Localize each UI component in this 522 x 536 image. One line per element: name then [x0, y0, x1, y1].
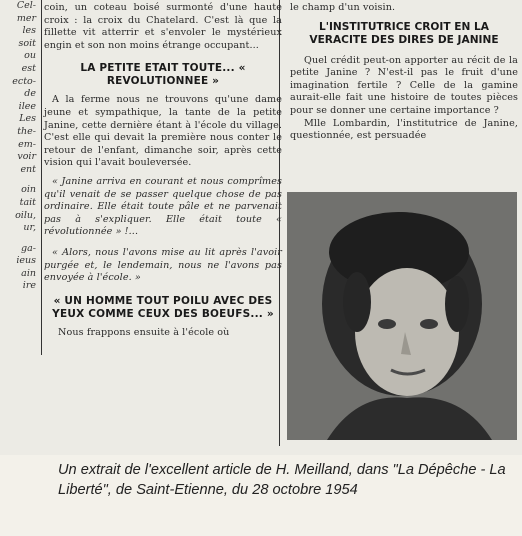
right-article-column: [290, 0, 518, 143]
heading-homme-poilu: « UN HOMME TOUT POILU AVEC DES YEUX COMME CEUX DES BOEUFS... »: [52, 294, 274, 320]
paragraph-credit: Quel crédit peut-on apporter au récit de la petite Janine ? N'est-il pas le fruit d'une imagination fertile ? Celle de la gamine aurait-elle fait une histoire de toutes pièces pour se donner une certaine importance ?: [290, 54, 518, 116]
edge-fragment: ire: [22, 280, 36, 292]
portrait-illustration: [287, 192, 517, 440]
edge-fragment: de: [24, 88, 36, 100]
edge-fragment: ain: [21, 267, 36, 279]
paragraph-ferme: A la ferme nous ne trouvons qu'une dame jeune et sympathique, la tante de la petite Janine, cette dernière étant à l'école du village. C'est elle qui devait la première nous conter le retour de l'enfant, dimanche soir, après cette vision qui l'avait bouleversée.: [44, 94, 282, 169]
edge-fragment: les: [22, 25, 36, 37]
edge-fragment: em-: [18, 138, 36, 150]
edge-fragment: oin: [21, 184, 36, 196]
cut-off-left-column: [0, 0, 40, 293]
edge-fragment: ecto-: [12, 75, 36, 87]
child-portrait-photo: [287, 192, 517, 440]
quote-mise-au-lit: « Alors, nous l'avons mise au lit après l'avoir purgée et, le lendemain, nous ne l'avons pas envoyée à l'école. »: [44, 246, 282, 284]
top-line: le champ d'un voisin.: [290, 2, 396, 13]
edge-fragment: Cel-: [16, 0, 36, 11]
edge-fragment: ieus: [16, 255, 36, 267]
edge-fragment: mer: [16, 12, 36, 24]
column-rule-left: [41, 0, 42, 355]
photo-caption: Un extrait de l'excellent article de H. Meilland, dans "La Dépêche - La Liberté", de Saint-Etienne, du 28 octobre 1954: [58, 462, 506, 498]
top-paragraph: coin, un coteau boisé surmonté d'une haute croix : la croix du Chatelard. C'est là que la fillette vit atterrir et s'envoler le mystérieux engin et son non moins étrange occupant...: [44, 2, 282, 51]
edge-fragment: oilu,: [15, 209, 36, 221]
quote-janine-arriva: « Janine arriva en courant et nous comprîmes qu'il venait de se passer quelque chose de pas ordinaire. Elle était toute pâle et ne parvenait pas à s'expliquer. Elle était toute « révolutionnée » !...: [44, 175, 282, 238]
edge-fragment: ou: [24, 50, 36, 62]
edge-fragment: ilee: [18, 100, 36, 112]
edge-fragment: the-: [17, 125, 36, 137]
edge-fragment: ga-: [21, 242, 36, 254]
edge-fragment: Les: [19, 113, 36, 125]
paragraph-lombardin: Mlle Lombardin, l'institutrice de Janine, questionnée, est persuadée: [290, 117, 518, 142]
heading-petite-revolutionnee: LA PETITE ETAIT TOUTE... « REVOLUTIONNEE »: [80, 62, 246, 88]
middle-article-column: [44, 0, 282, 339]
edge-fragment: ur,: [23, 222, 36, 234]
edge-fragment: tait: [19, 196, 36, 208]
heading-institutrice: L'INSTITUTRICE CROIT EN LA VERACITE DES DIRES DE JANINE: [309, 20, 499, 46]
edge-fragment: est: [21, 62, 36, 74]
edge-fragment: ent: [20, 163, 36, 175]
edge-fragment: voir: [17, 151, 36, 163]
bottom-line: Nous frappons ensuite à l'école où: [58, 326, 230, 338]
edge-fragment: soit: [18, 37, 36, 49]
